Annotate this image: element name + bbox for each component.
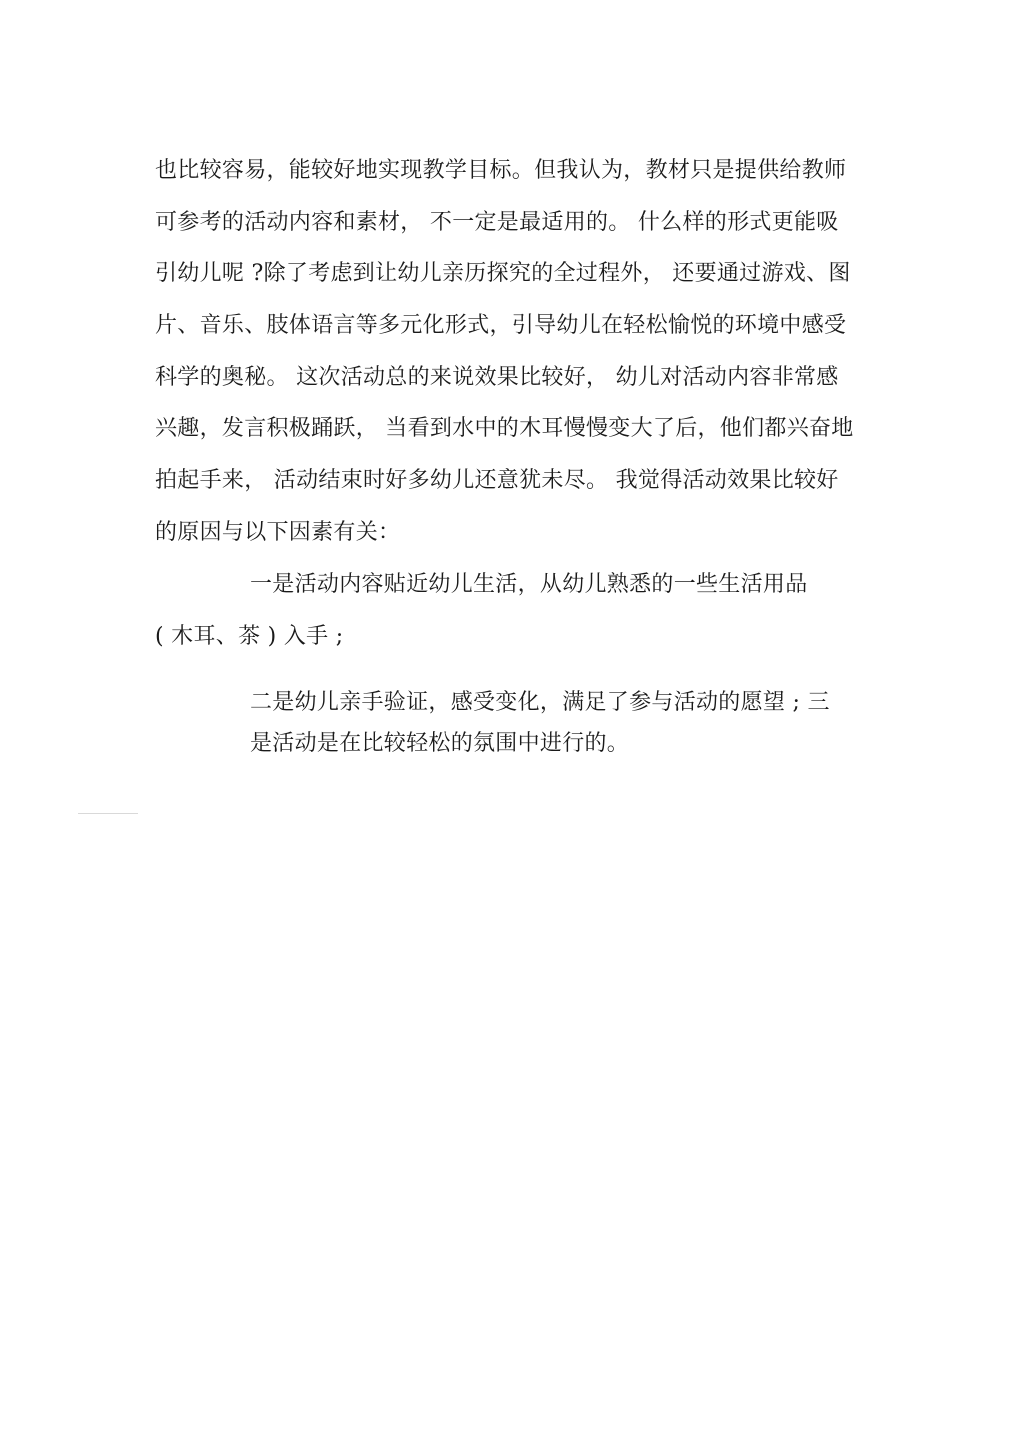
paragraph-line: 科学的奥秘。 这次活动总的来说效果比较好， 幼儿对活动内容非常感: [155, 365, 839, 390]
point-two-line: 是活动是在比较轻松的氛围中进行的。: [250, 731, 630, 756]
paragraph-line: 兴趣，发言积极踊跃， 当看到水中的木耳慢慢变大了后，他们都兴奋地: [155, 416, 854, 441]
paragraph-line: 片、音乐、肢体语言等多元化形式，引导幼儿在轻松愉悦的环境中感受: [155, 313, 847, 338]
paragraph-line: 的原因与以下因素有关：: [155, 520, 401, 545]
faint-divider-mark: [78, 813, 138, 814]
paragraph-line: 引幼儿呢 ?除了考虑到让幼儿亲历探究的全过程外， 还要通过游戏、图: [155, 261, 851, 286]
paragraph-line: 拍起手来， 活动结束时好多幼儿还意犹未尽。 我觉得活动效果比较好: [155, 468, 839, 493]
paragraph-line: 也比较容易，能较好地实现教学目标。但我认为，教材只是提供给教师: [155, 158, 847, 183]
point-one-line: ( 木耳、茶 ) 入手 ;: [155, 624, 344, 649]
point-two-line: 二是幼儿亲手验证，感受变化，满足了参与活动的愿望 ; 三: [250, 690, 830, 715]
point-one-line: 一是活动内容贴近幼儿生活，从幼儿熟悉的一些生活用品: [250, 572, 808, 597]
paragraph-line: 可参考的活动内容和素材， 不一定是最适用的。 什么样的形式更能吸: [155, 210, 839, 235]
